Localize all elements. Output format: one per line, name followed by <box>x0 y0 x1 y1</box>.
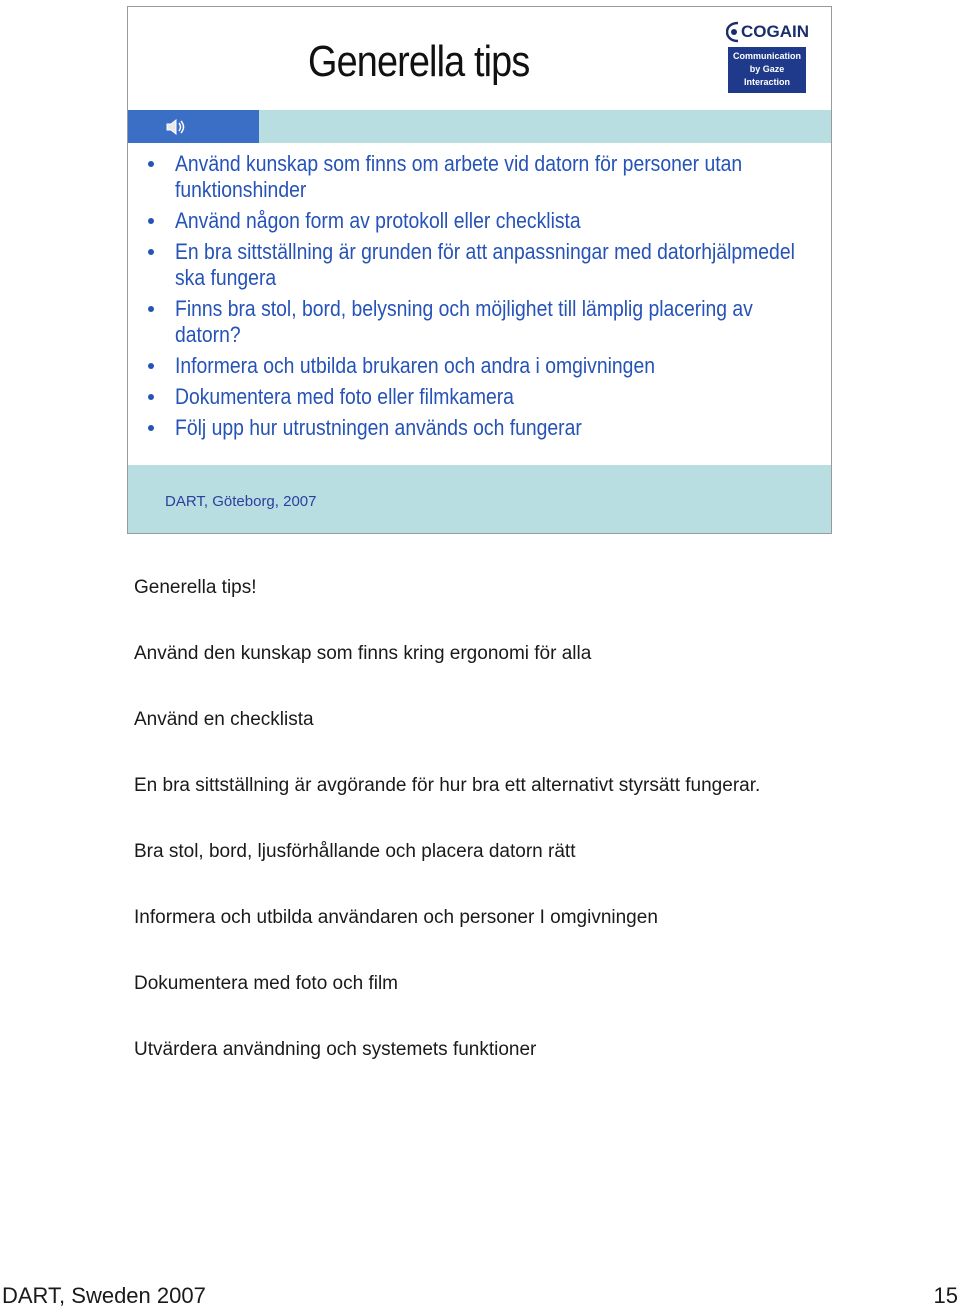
notes-paragraph: Bra stol, bord, ljusförhållande och placera datorn rätt <box>134 841 576 862</box>
bullet-icon <box>148 249 154 255</box>
list-item: Finns bra stol, bord, belysning och möjlighet till lämplig placering av datorn? <box>146 296 816 348</box>
list-item: Följ upp hur utrustningen används och fungerar <box>146 415 816 441</box>
slide-footer-text: DART, Göteborg, 2007 <box>165 493 317 510</box>
notes-paragraph: En bra sittställning är avgörande för hur bra ett alternativt styrsätt fungerar. <box>134 775 761 796</box>
bullet-icon <box>148 161 154 167</box>
slide-title: Generella tips <box>308 37 530 86</box>
eye-icon <box>726 20 740 44</box>
slide-thumbnail <box>127 6 832 534</box>
speaker-notes <box>134 575 834 1103</box>
bullet-icon <box>148 425 154 431</box>
list-item: Dokumentera med foto eller filmkamera <box>146 384 816 410</box>
list-item: Informera och utbilda brukaren och andra i omgivningen <box>146 353 816 379</box>
bullet-icon <box>148 306 154 312</box>
notes-paragraph: Utvärdera användning och systemets funktioner <box>134 1039 537 1060</box>
notes-paragraph: Dokumentera med foto och film <box>134 973 399 994</box>
logo-wordmark: COGAIN <box>741 22 809 41</box>
logo-tagline: Communication by Gaze Interaction <box>728 47 806 93</box>
bullet-icon <box>148 394 154 400</box>
notes-paragraph: Informera och utbilda användaren och personer I omgivningen <box>134 907 658 928</box>
footer-source: DART, Sweden 2007 <box>2 1283 206 1308</box>
bullet-icon <box>148 218 154 224</box>
speaker-icon[interactable] <box>165 117 187 137</box>
notes-paragraph: Använd den kunskap som finns kring ergonomi för alla <box>134 643 592 664</box>
slide-header-band <box>128 110 832 143</box>
notes-paragraph: Använd en checklista <box>134 709 314 730</box>
bullet-icon <box>148 363 154 369</box>
page-footer <box>0 1283 960 1309</box>
slide-bullet-list <box>146 151 816 446</box>
cogain-logo <box>726 17 808 103</box>
page-number: 15 <box>933 1283 958 1308</box>
slide-footer-band <box>128 465 832 534</box>
list-item: Använd någon form av protokoll eller checklista <box>146 208 816 234</box>
notes-heading: Generella tips! <box>134 577 257 598</box>
list-item: Använd kunskap som finns om arbete vid datorn för personer utan funktionshinder <box>146 151 816 203</box>
list-item: En bra sittställning är grunden för att anpassningar med datorhjälpmedel ska fungera <box>146 239 816 291</box>
